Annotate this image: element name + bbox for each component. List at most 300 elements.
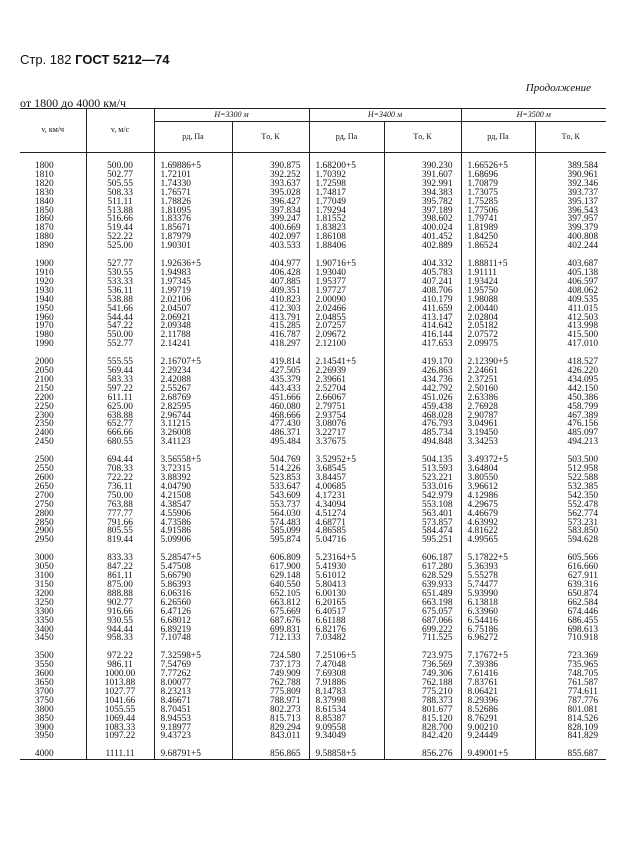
temperature-3400: 451.026 [384,394,461,403]
header-v-kmh: v, км/ч [20,109,86,153]
temperature-3400: 434.736 [384,376,461,385]
temperature-3400: 563.401 [384,510,461,519]
speed-kmh: 2800 [34,508,54,519]
pressure-3500: 2.05182 [461,322,535,331]
speed-ms: 505.55 [86,180,154,189]
pressure-3400: 2.04855 [309,314,384,323]
pressure-3300: 2.42088 [154,376,232,385]
header-group-3300: H=3300 м [154,109,309,122]
temperature-3500: 594.628 [535,536,606,545]
pressure-3400: 1.86108 [309,233,384,242]
pressure-3400: 3.08076 [309,420,384,429]
speed-kmh: 2550 [34,464,54,475]
temperature-3400: 675.057 [384,608,461,617]
temperature-3500: 774.611 [535,688,606,697]
speed-ms: 1097.22 [86,732,154,741]
pressure-3400: 1.72598 [309,180,384,189]
pressure-3400: 6.82176 [309,626,384,635]
pressure-3300: 8.94553 [154,715,232,724]
speed-ms: 500.00 [86,162,154,171]
speed-ms: 536.11 [86,287,154,296]
speed-ms: 833.33 [86,554,154,563]
temperature-3500: 710.918 [535,634,606,643]
speed-kmh: 2850 [34,517,54,528]
temperature-3300: 392.252 [232,171,309,180]
pressure-3300: 2.82595 [154,403,232,412]
speed-ms: 541.66 [86,305,154,314]
pressure-3300: 1.97345 [154,278,232,287]
temperature-3400: 775.210 [384,688,461,697]
pressure-3300: 5.09906 [154,536,232,545]
pressure-3500: 2.12390+5 [461,358,535,367]
temperature-3300: 802.273 [232,706,309,715]
temperature-3400: 749.306 [384,670,461,679]
speed-ms: 958.33 [86,634,154,643]
temperature-3400: 533.016 [384,483,461,492]
pressure-3400: 8.14783 [309,688,384,697]
speed-kmh: 2500 [34,455,54,466]
pressure-3400: 3.84457 [309,474,384,483]
temperature-3500: 616.660 [535,563,606,572]
temperature-3400: 417.653 [384,340,461,349]
speed-kmh: 3150 [34,579,54,590]
pressure-3300: 3.41123 [154,438,232,447]
temperature-3300: 543.609 [232,492,309,501]
pressure-3300: 4.91586 [154,527,232,536]
table-row [20,750,606,759]
pressure-3500: 1.95750 [461,287,535,296]
temperature-3500: 426.220 [535,367,606,376]
pressure-3500: 6.96272 [461,634,535,643]
pressure-3400: 1.77049 [309,198,384,207]
pressure-3500: 8.76291 [461,715,535,724]
temperature-3400: 856.276 [384,750,461,759]
pressure-3500: 3.04961 [461,420,535,429]
temperature-3500: 389.584 [535,162,606,171]
temperature-3400: 442.792 [384,385,461,394]
table-row [20,242,606,251]
pressure-3500: 1.81989 [461,224,535,233]
speed-kmh: 2050 [34,366,54,377]
pressure-3400: 3.68545 [309,465,384,474]
temperature-3500: 650.874 [535,590,606,599]
pressure-3500: 2.07572 [461,331,535,340]
pressure-3300: 5.86393 [154,581,232,590]
pressure-3500: 1.91111 [461,269,535,278]
temperature-3500: 855.687 [535,750,606,759]
pressure-3500: 7.61416 [461,670,535,679]
pressure-3500: 3.19450 [461,429,535,438]
temperature-3500: 450.386 [535,394,606,403]
speed-ms: 791.66 [86,519,154,528]
speed-kmh: 1940 [34,294,54,305]
temperature-3300: 762.788 [232,679,309,688]
temperature-3300: 460.080 [232,403,309,412]
speed-kmh: 3300 [34,606,54,617]
speed-ms: 625.00 [86,403,154,412]
speed-kmh: 2300 [34,410,54,421]
temperature-3400: 426.863 [384,367,461,376]
temperature-3300: 514.226 [232,465,309,474]
temperature-3300: 407.885 [232,278,309,287]
temperature-3400: 573.857 [384,519,461,528]
temperature-3500: 801.081 [535,706,606,715]
pressure-3500: 3.96612 [461,483,535,492]
pressure-3500: 9.00210 [461,724,535,733]
temperature-3400: 398.602 [384,215,461,224]
speed-ms: 930.55 [86,617,154,626]
temperature-3400: 494.848 [384,438,461,447]
temperature-3300: 606.809 [232,554,309,563]
pressure-3400: 3.52952+5 [309,456,384,465]
pressure-3400: 1.81552 [309,215,384,224]
header-p: pд, Па [461,122,535,153]
speed-kmh: 3550 [34,660,54,671]
temperature-3500: 503.500 [535,456,606,465]
temperature-3400: 402.889 [384,242,461,251]
speed-kmh: 2600 [34,473,54,483]
temperature-3400: 762.188 [384,679,461,688]
temperature-3300: 403.533 [232,242,309,251]
speed-ms: 750.00 [86,492,154,501]
pressure-3300: 5.47508 [154,563,232,572]
temperature-3300: 564.030 [232,510,309,519]
speed-ms: 533.33 [86,278,154,287]
temperature-3400: 397.189 [384,207,461,216]
pressure-3500: 4.99565 [461,536,535,545]
temperature-3400: 394.383 [384,189,461,198]
pressure-3400: 4.34094 [309,501,384,510]
pressure-3500: 4.63992 [461,519,535,528]
speed-kmh: 3100 [34,571,54,582]
speed-ms: 597.22 [86,385,154,394]
temperature-3300: 523.853 [232,474,309,483]
speed-kmh: 3450 [34,633,54,644]
speed-kmh: 3650 [34,678,54,689]
pressure-3400: 2.02466 [309,305,384,314]
speed-kmh: 1970 [34,321,54,332]
speed-kmh: 1870 [34,223,54,234]
temperature-3400: 416.144 [384,331,461,340]
pressure-3500: 8.06421 [461,688,535,697]
speed-ms: 888.88 [86,590,154,599]
speed-ms: 527.77 [86,260,154,269]
speed-kmh: 3350 [34,615,54,626]
speed-kmh: 3900 [34,722,54,733]
temperature-3300: 533.647 [232,483,309,492]
temperature-3300: 412.303 [232,305,309,314]
pressure-3300: 6.68012 [154,617,232,626]
atmosphere-table [20,108,606,760]
speed-ms: 680.55 [86,438,154,447]
speed-ms: 819.44 [86,536,154,545]
temperature-3400: 504.135 [384,456,461,465]
pressure-3500: 1.66526+5 [461,162,535,171]
pressure-3300: 1.76571 [154,189,232,198]
speed-kmh: 1900 [34,259,54,270]
temperature-3500: 434.095 [535,376,606,385]
table-row [20,438,606,447]
speed-kmh: 2450 [34,437,54,448]
header-t: Tо, К [384,122,461,153]
pressure-3400: 1.88406 [309,242,384,251]
temperature-3400: 815.120 [384,715,461,724]
temperature-3400: 736.569 [384,661,461,670]
temperature-3500: 639.316 [535,581,606,590]
pressure-3400: 1.70392 [309,171,384,180]
pressure-3300: 1.99719 [154,287,232,296]
pressure-3400: 7.25106+5 [309,652,384,661]
speed-ms: 525.00 [86,242,154,251]
pressure-3500: 3.34253 [461,438,535,447]
temperature-3400: 699.222 [384,626,461,635]
pressure-3300: 6.89219 [154,626,232,635]
speed-ms: 708.33 [86,465,154,474]
pressure-3300: 3.26008 [154,429,232,438]
pressure-3500: 4.12986 [461,492,535,501]
pressure-3400: 6.20165 [309,599,384,608]
pressure-3400: 2.14541+5 [309,358,384,367]
speed-kmh: 2950 [34,535,54,546]
pressure-3400: 9.09558 [309,724,384,733]
pressure-3500: 2.02804 [461,314,535,323]
continuation-label: Продолжение [525,82,591,94]
pressure-3500: 1.79741 [461,215,535,224]
pressure-3400: 4.51274 [309,510,384,519]
pressure-3400: 6.61188 [309,617,384,626]
pressure-3500: 6.33960 [461,608,535,617]
pressure-3400: 2.79751 [309,403,384,412]
temperature-3300: 416.787 [232,331,309,340]
temperature-3300: 468.666 [232,412,309,421]
pressure-3300: 2.29234 [154,367,232,376]
pressure-3300: 1.72101 [154,171,232,180]
temperature-3400: 723.975 [384,652,461,661]
pressure-3300: 2.16707+5 [154,358,232,367]
speed-kmh: 3750 [34,695,54,706]
temperature-3400: 542.979 [384,492,461,501]
speed-ms: 875.00 [86,581,154,590]
temperature-3300: 399.247 [232,215,309,224]
temperature-3500: 406.597 [535,278,606,287]
pressure-3300: 2.11788 [154,331,232,340]
temperature-3500: 841.829 [535,732,606,741]
temperature-3500: 402.244 [535,242,606,251]
temperature-3300: 402.097 [232,233,309,242]
temperature-3300: 699.831 [232,626,309,635]
temperature-3500: 485.097 [535,429,606,438]
pressure-3400: 8.85387 [309,715,384,724]
temperature-3500: 552.478 [535,501,606,510]
speed-ms: 516.66 [86,215,154,224]
pressure-3400: 1.97727 [309,287,384,296]
temperature-3500: 814.526 [535,715,606,724]
temperature-3400: 411.659 [384,305,461,314]
pressure-3500: 5.17822+5 [461,554,535,563]
pressure-3300: 6.26560 [154,599,232,608]
temperature-3400: 408.706 [384,287,461,296]
temperature-3300: 410.823 [232,296,309,305]
speed-ms: 508.33 [86,189,154,198]
pressure-3300: 8.00077 [154,679,232,688]
temperature-3300: 724.580 [232,652,309,661]
temperature-3300: 775.809 [232,688,309,697]
pressure-3400: 4.86585 [309,527,384,536]
pressure-3500: 3.80550 [461,474,535,483]
pressure-3300: 3.72315 [154,465,232,474]
temperature-3300: 390.875 [232,162,309,171]
temperature-3400: 842.420 [384,732,461,741]
pressure-3400: 7.03482 [309,634,384,643]
temperature-3500: 411.015 [535,305,606,314]
temperature-3300: 397.834 [232,207,309,216]
temperature-3400: 801.677 [384,706,461,715]
pressure-3300: 8.46671 [154,697,232,706]
temperature-3500: 686.455 [535,617,606,626]
temperature-3500: 735.965 [535,661,606,670]
temperature-3300: 393.637 [232,180,309,189]
pressure-3300: 7.10748 [154,634,232,643]
temperature-3300: 856.865 [232,750,309,759]
temperature-3500: 605.566 [535,554,606,563]
temperature-3300: 395.028 [232,189,309,198]
temperature-3400: 788.373 [384,697,461,706]
temperature-3300: 749.909 [232,670,309,679]
speed-kmh: 1880 [34,232,54,243]
temperature-3500: 662.584 [535,599,606,608]
speed-ms: 511.11 [86,198,154,207]
pressure-3300: 6.06316 [154,590,232,599]
temperature-3500: 390.961 [535,171,606,180]
speed-ms: 763.88 [86,501,154,510]
table-row [20,536,606,545]
speed-ms: 502.77 [86,171,154,180]
temperature-3500: 748.705 [535,670,606,679]
temperature-3500: 522.588 [535,474,606,483]
speed-kmh: 2650 [34,481,54,492]
pressure-3400: 1.68200+5 [309,162,384,171]
speed-kmh: 3850 [34,713,54,724]
speed-ms: 547.22 [86,322,154,331]
temperature-3300: 687.676 [232,617,309,626]
temperature-3400: 523.221 [384,474,461,483]
pressure-3500: 5.55278 [461,572,535,581]
pressure-3500: 1.98088 [461,296,535,305]
temperature-3300: 435.379 [232,376,309,385]
pressure-3400: 7.91886 [309,679,384,688]
speed-kmh: 1920 [34,276,54,287]
pressure-3300: 2.55267 [154,385,232,394]
speed-ms: 583.33 [86,376,154,385]
speed-kmh: 1910 [34,267,54,278]
pressure-3300: 8.70451 [154,706,232,715]
pressure-3400: 1.90716+5 [309,260,384,269]
temperature-3500: 542.350 [535,492,606,501]
pressure-3300: 9.43723 [154,732,232,741]
page-number: Стр. 182 [20,52,72,67]
header-t: Tо, К [535,122,606,153]
pressure-3500: 2.76928 [461,403,535,412]
speed-kmh: 3950 [34,731,54,742]
speed-kmh: 2350 [34,419,54,430]
speed-ms: 550.00 [86,331,154,340]
temperature-3500: 562.774 [535,510,606,519]
temperature-3500: 399.379 [535,224,606,233]
temperature-3400: 711.525 [384,634,461,643]
pressure-3500: 2.09975 [461,340,535,349]
pressure-3500: 1.68696 [461,171,535,180]
pressure-3500: 7.83761 [461,679,535,688]
temperature-3400: 595.251 [384,536,461,545]
pressure-3500: 7.39386 [461,661,535,670]
speed-kmh: 4000 [34,749,54,760]
speed-kmh: 1960 [34,312,54,323]
temperature-3400: 405.783 [384,269,461,278]
temperature-3500: 442.150 [535,385,606,394]
temperature-3400: 391.607 [384,171,461,180]
temperature-3500: 403.687 [535,260,606,269]
pressure-3400: 6.40517 [309,608,384,617]
header-p: pд, Па [154,122,232,153]
pressure-3300: 1.74330 [154,180,232,189]
pressure-3400: 2.66067 [309,394,384,403]
pressure-3500: 2.37251 [461,376,535,385]
temperature-3400: 476.793 [384,420,461,429]
temperature-3300: 406.428 [232,269,309,278]
temperature-3400: 663.198 [384,599,461,608]
speed-ms: 805.55 [86,527,154,536]
pressure-3300: 3.11215 [154,420,232,429]
temperature-3500: 467.389 [535,412,606,421]
speed-ms: 1083.33 [86,724,154,733]
pressure-3400: 2.07257 [309,322,384,331]
pressure-3300: 7.77262 [154,670,232,679]
header-group-3500: H=3500 м [461,109,606,122]
speed-kmh: 1850 [34,205,54,216]
speed-kmh: 1890 [34,241,54,252]
temperature-3300: 595.874 [232,536,309,545]
range-title: от 1800 до 4000 км/ч [20,96,126,110]
pressure-3300: 1.83376 [154,215,232,224]
temperature-3500: 397.957 [535,215,606,224]
pressure-3400: 9.34049 [309,732,384,741]
temperature-3500: 409.535 [535,296,606,305]
temperature-3300: 712.133 [232,634,309,643]
pressure-3400: 5.04716 [309,536,384,545]
temperature-3500: 476.156 [535,420,606,429]
pressure-3500: 1.93424 [461,278,535,287]
pressure-3500: 2.90787 [461,412,535,421]
speed-kmh: 2250 [34,401,54,412]
speed-kmh: 1860 [34,214,54,225]
pressure-3400: 6.00130 [309,590,384,599]
temperature-3300: 495.484 [232,438,309,447]
temperature-3500: 413.998 [535,322,606,331]
speed-kmh: 1800 [34,161,54,171]
temperature-3300: 396.427 [232,198,309,207]
temperature-3300: 737.173 [232,661,309,670]
speed-ms: 736.11 [86,483,154,492]
temperature-3500: 512.958 [535,465,606,474]
temperature-3400: 468.028 [384,412,461,421]
temperature-3500: 723.369 [535,652,606,661]
temperature-3400: 390.230 [384,162,461,171]
temperature-3500: 418.527 [535,358,606,367]
temperature-3400: 404.332 [384,260,461,269]
pressure-3400: 2.09672 [309,331,384,340]
temperature-3400: 617.280 [384,563,461,572]
speed-kmh: 1830 [34,187,54,198]
